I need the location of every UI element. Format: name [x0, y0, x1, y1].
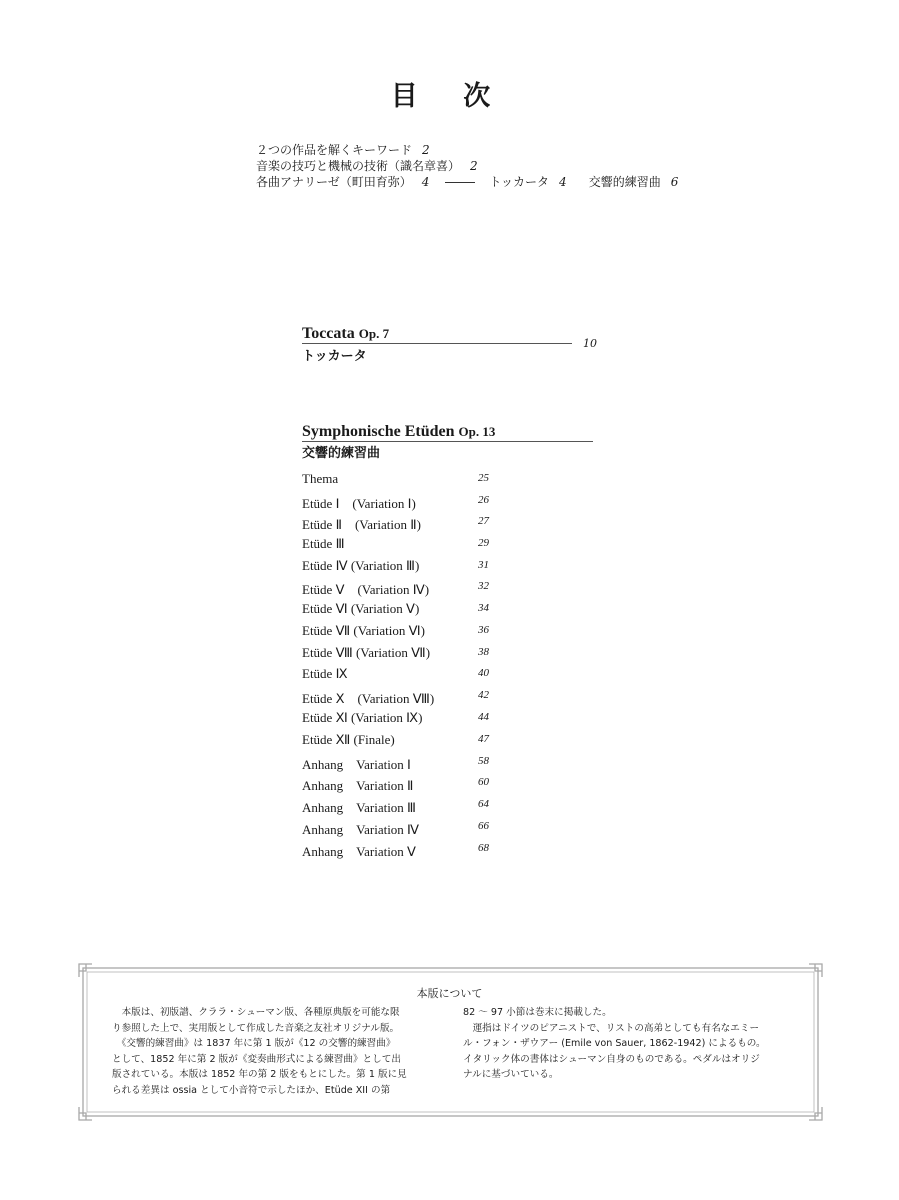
toc-entry-name: Anhang Variation Ⅲ	[302, 800, 417, 815]
toc-entry-page: 26	[478, 494, 489, 506]
intro-keywords-label: ２つの作品を解くキーワード	[256, 143, 413, 157]
toc-entry-name: Thema	[302, 471, 339, 486]
toc-entry-name: Etüde Ⅻ (Finale)	[302, 732, 395, 747]
notes-left-column	[112, 1005, 407, 1098]
toc-entry-page: 27	[478, 515, 489, 527]
toc-entry-anhang-5[interactable]	[302, 841, 502, 861]
toc-entry-etude-10[interactable]	[302, 688, 502, 708]
toc-entry-page: 36	[478, 624, 489, 636]
etudes-title[interactable]	[302, 423, 495, 441]
toc-entry-name: Etüde Ⅰ (Variation Ⅰ)	[302, 496, 416, 511]
notes-left-line: 本版は、初版譜、クララ・シューマン版、各種原典版を可能な限	[112, 1007, 400, 1018]
intro-essay-label: 音楽の技巧と機械の技術（識名章喜）	[256, 159, 461, 173]
toc-entry-etude-6[interactable]	[302, 601, 502, 621]
intro-line-essay[interactable]	[256, 158, 478, 174]
notes-right-line: 82 〜 97 小節は巻末に掲載した。	[463, 1007, 612, 1018]
toc-entry-name: Etüde Ⅸ	[302, 666, 348, 681]
toc-entry-etude-12[interactable]	[302, 732, 502, 752]
toc-entry-page: 40	[478, 667, 489, 679]
toc-entry-page: 38	[478, 646, 489, 658]
toc-entry-name: Etüde Ⅵ (Variation Ⅴ)	[302, 601, 420, 616]
toc-entry-page: 34	[478, 602, 489, 614]
toc-entry-page: 47	[478, 733, 489, 745]
notes-left-line: として、1852 年に第 2 版が《変奏曲形式による練習曲》として出	[112, 1053, 401, 1065]
toc-entry-name: Etüde Ⅲ	[302, 536, 345, 551]
toccata-title-text: Toccata	[302, 325, 355, 342]
intro-line-keywords[interactable]	[256, 142, 430, 158]
toc-entry-anhang-4[interactable]	[302, 819, 502, 839]
intro-etudes-page: 6	[670, 175, 679, 189]
toc-entry-page: 68	[478, 842, 489, 854]
etudes-title-text: Symphonische Etüden	[302, 423, 455, 440]
toc-entry-name: Anhang Variation Ⅳ	[302, 822, 420, 837]
toc-entry-etude-11[interactable]	[302, 710, 502, 730]
notes-right-line: イタリック体の書体はシューマン自身のものである。ペダルはオリジ	[463, 1053, 760, 1065]
intro-analysis-page: 4	[421, 175, 430, 189]
toc-entry-etude-4[interactable]	[302, 558, 502, 578]
notes-right-line: ナルに基づいている。	[463, 1069, 559, 1080]
toc-entry-etude-7[interactable]	[302, 623, 502, 643]
toc-entry-page: 32	[478, 580, 489, 592]
intro-toccata-page: 4	[559, 175, 567, 189]
toc-entry-name: Etüde Ⅴ (Variation Ⅳ)	[302, 582, 430, 597]
intro-essay-page: 2	[470, 159, 478, 173]
toc-entry-page: 31	[478, 559, 489, 571]
toccata-subtitle: トッカータ	[302, 349, 367, 364]
intro-analysis-label: 各曲アナリーゼ（町田育弥）	[256, 175, 412, 189]
notes-left-line: 《交響的練習曲》は 1837 年に第 1 版が《12 の交響的練習曲》	[112, 1038, 396, 1049]
etudes-opus: Op. 13	[458, 424, 496, 439]
intro-dash	[445, 182, 475, 183]
notes-right-line: ル・フォン・ザウアー (Emile von Sauer, 1862-1942) によるもの。	[463, 1038, 766, 1049]
toc-entry-etude-1[interactable]	[302, 493, 502, 513]
etudes-subtitle: 交響的練習曲	[302, 446, 381, 461]
page-title: 目 次	[390, 81, 509, 112]
notes-right-column	[463, 1005, 766, 1083]
toc-entry-name: Anhang Variation Ⅱ	[302, 778, 414, 793]
intro-etudes-label: 交響的練習曲	[588, 175, 661, 189]
toccata-opus: Op. 7	[358, 326, 390, 341]
toc-entry-anhang-1[interactable]	[302, 754, 502, 774]
toc-entry-name: Etüde Ⅳ (Variation Ⅲ)	[302, 558, 420, 573]
toccata-title[interactable]	[302, 325, 389, 343]
toc-entry-etude-9[interactable]	[302, 666, 502, 686]
toc-entry-name: Etüde Ⅱ (Variation Ⅱ)	[302, 517, 421, 532]
toc-entry-name: Anhang Variation Ⅴ	[302, 844, 416, 859]
toc-entry-name: Etüde Ⅷ (Variation Ⅶ)	[302, 645, 431, 660]
toc-entry-name: Etüde Ⅺ (Variation Ⅸ)	[302, 710, 423, 725]
toc-entry-name: Etüde Ⅶ (Variation Ⅵ)	[302, 623, 425, 638]
toc-entry-etude-3[interactable]	[302, 536, 502, 556]
toc-entry-page: 29	[478, 537, 489, 549]
notes-left-line: 版されている。本版は 1852 年の第 2 版をもとにした。第 1 版に見	[112, 1069, 407, 1080]
intro-keywords-page: 2	[422, 143, 430, 157]
toc-entry-etude-2[interactable]	[302, 514, 502, 534]
toc-entry-page: 64	[478, 798, 489, 810]
intro-toccata-label: トッカータ	[489, 175, 550, 189]
toccata-rule	[302, 343, 572, 344]
toc-entry-name: Etüde Ⅹ (Variation Ⅷ)	[302, 691, 435, 706]
toc-entry-anhang-2[interactable]	[302, 775, 502, 795]
toc-entry-page: 44	[478, 711, 489, 723]
notes-left-line: られる差異は ossia として小音符で示したほか、Etüde XII の第	[112, 1084, 391, 1096]
toc-entry-page: 25	[478, 472, 489, 484]
toc-entry-anhang-3[interactable]	[302, 797, 502, 817]
toc-entry-page: 60	[478, 776, 489, 788]
toc-entry-page: 66	[478, 820, 489, 832]
notes-heading: 本版について	[416, 987, 483, 1000]
toc-entry-name: Anhang Variation Ⅰ	[302, 757, 411, 772]
notes-left-line: り参照した上で、実用版として作成した音楽之友社オリジナル版。	[112, 1022, 400, 1034]
notes-right-line: 運指はドイツのピアニストで、リストの高弟としても有名なエミー	[463, 1022, 760, 1034]
toc-entry-etude-8[interactable]	[302, 645, 502, 665]
toc-entry-thema[interactable]	[302, 471, 502, 491]
toc-entry-page: 42	[478, 689, 489, 701]
toccata-page: 10	[583, 337, 597, 350]
toc-entry-page: 58	[478, 755, 489, 767]
toc-entry-etude-5[interactable]	[302, 579, 502, 599]
intro-line-analysis[interactable]	[256, 174, 678, 190]
